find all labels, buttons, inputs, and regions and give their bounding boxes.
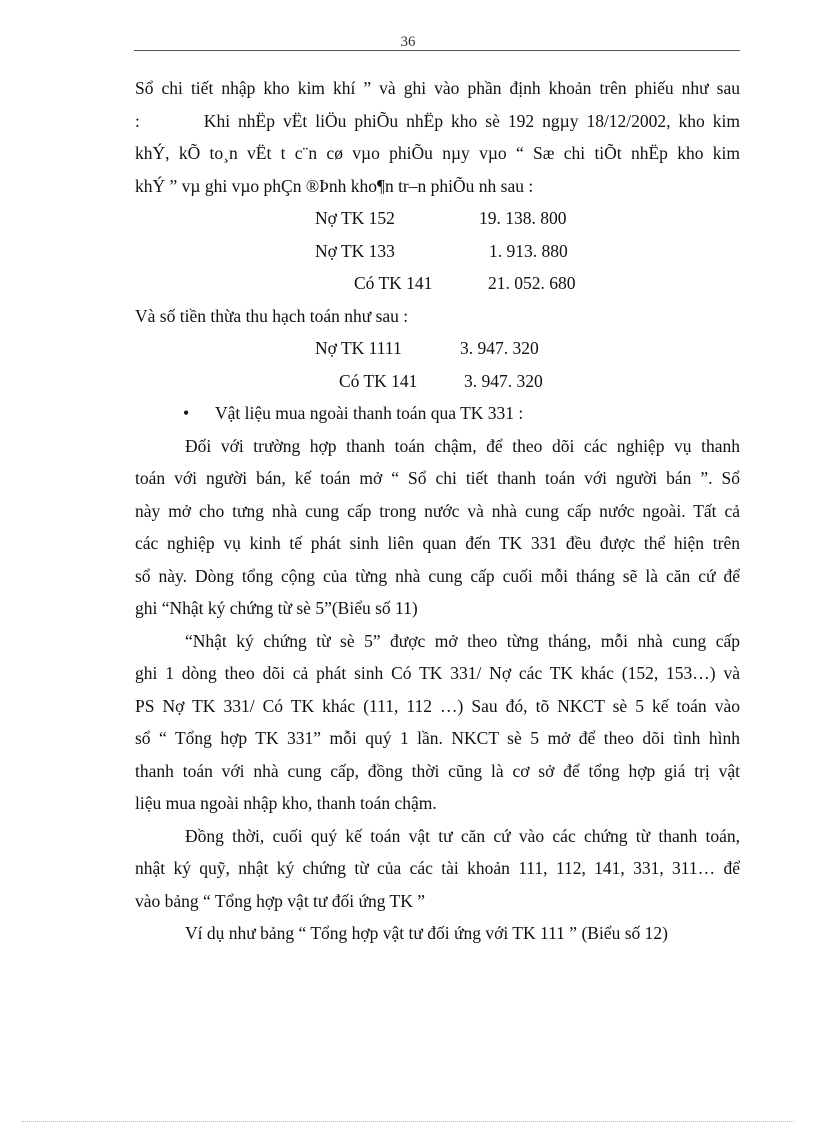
- entry-amount: 19. 138. 800: [479, 208, 567, 228]
- paragraph-line: Đối với trường hợp thanh toán chậm, để theo dõi các nghiệp vụ thanh: [185, 435, 740, 456]
- paragraph-line: sổ này. Dòng tổng cộng của từng nhà cung cấp cuối mỗi tháng sẽ là căn cứ để: [135, 565, 740, 586]
- entry-account: Nợ TK 152: [315, 208, 395, 228]
- entry-account: Có TK 141: [339, 370, 418, 391]
- document-body: [135, 72, 740, 950]
- bullet-icon: •: [183, 403, 190, 423]
- entry-amount: 1. 913. 880: [489, 240, 568, 261]
- bullet-text: Vật liệu mua ngoài thanh toán qua TK 331 :: [215, 403, 524, 423]
- entry-account: Có TK 141: [354, 273, 433, 293]
- paragraph-line: khÝ ” vµ ghi vµo phÇn ®Þnh kho¶n tr–n phiÕu nh sau :: [135, 175, 534, 196]
- paragraph-line: nhật ký quỹ, nhật ký chứng từ của các tài khoản 111, 112, 141, 331, 311… để: [135, 858, 740, 878]
- paragraph-line: khÝ, kÕ to¸n vËt t c¨n cø vµo phiÕu nµy vµo “ Sæ chi tiÕt nhËp kho kim: [135, 143, 740, 163]
- journal-entry: [135, 365, 740, 398]
- bullet-item: [135, 397, 740, 430]
- entry-amount: 3. 947. 320: [460, 338, 539, 358]
- journal-entry: [135, 332, 740, 365]
- entry-account: Nợ TK 1111: [315, 338, 402, 358]
- paragraph-line: ghi “Nhật ký chứng từ sè 5”(Biểu số 11): [135, 598, 418, 618]
- paragraph-line: : Khi nhËp vËt liÖu phiÕu nhËp kho sè 192 ngµy 18/12/2002, kho kim: [135, 110, 740, 131]
- paragraph-line: toán với người bán, kế toán mở “ Sổ chi tiết thanh toán với người bán ”. Sổ: [135, 468, 740, 488]
- paragraph-line: Sổ chi tiết nhập kho kim khí ” và ghi vào phần định khoản trên phiếu như sau: [135, 78, 740, 98]
- paragraph-line: liệu mua ngoài nhập kho, thanh toán chậm.: [135, 793, 437, 813]
- paragraph-line: các nghiệp vụ kinh tế phát sinh liên quan đến TK 331 đều được thể hiện trên: [135, 533, 740, 553]
- journal-entry: [135, 235, 740, 268]
- paragraph-line: vào bảng “ Tổng hợp vật tư đối ứng TK ”: [135, 890, 426, 911]
- paragraph-line: sổ “ Tổng hợp TK 331” mỗi quý 1 lần. NKCT sè 5 mở để theo dõi tình hình: [135, 728, 740, 748]
- entry-account: Nợ TK 133: [315, 240, 395, 261]
- entry-amount: 3. 947. 320: [464, 370, 543, 391]
- paragraph-line: này mở cho tưng nhà cung cấp trong nước và nhà cung cấp nước ngoài. Tất cả: [135, 500, 740, 521]
- paragraph-line: Ví dụ như bảng “ Tổng hợp vật tư đối ứng với TK 111 ” (Biểu số 12): [185, 923, 668, 943]
- paragraph-line: Đồng thời, cuối quý kế toán vật tư căn cứ vào các chứng từ thanh toán,: [185, 825, 740, 846]
- paragraph-line: ghi 1 dòng theo dõi cả phát sinh Có TK 331/ Nợ các TK khác (152, 153…) và: [135, 663, 740, 683]
- paragraph-line: “Nhật ký chứng từ sè 5” được mở theo từng tháng, mỗi nhà cung cấp: [185, 630, 740, 651]
- page-number: 36: [400, 34, 416, 50]
- journal-entry: [135, 267, 740, 300]
- entry-amount: 21. 052. 680: [488, 273, 576, 293]
- journal-entry: [135, 202, 740, 235]
- footer-rule: [22, 1121, 794, 1122]
- header-rule: [134, 50, 740, 51]
- paragraph-line: thanh toán với nhà cung cấp, đồng thời cũng là cơ sở để tổng hợp giá trị vật: [135, 760, 740, 781]
- paragraph-line: Và số tiền thừa thu hạch toán như sau :: [135, 305, 409, 326]
- paragraph-line: PS Nợ TK 331/ Có TK khác (111, 112 …) Sau đó, tõ NKCT sè 5 kế toán vào: [135, 695, 740, 716]
